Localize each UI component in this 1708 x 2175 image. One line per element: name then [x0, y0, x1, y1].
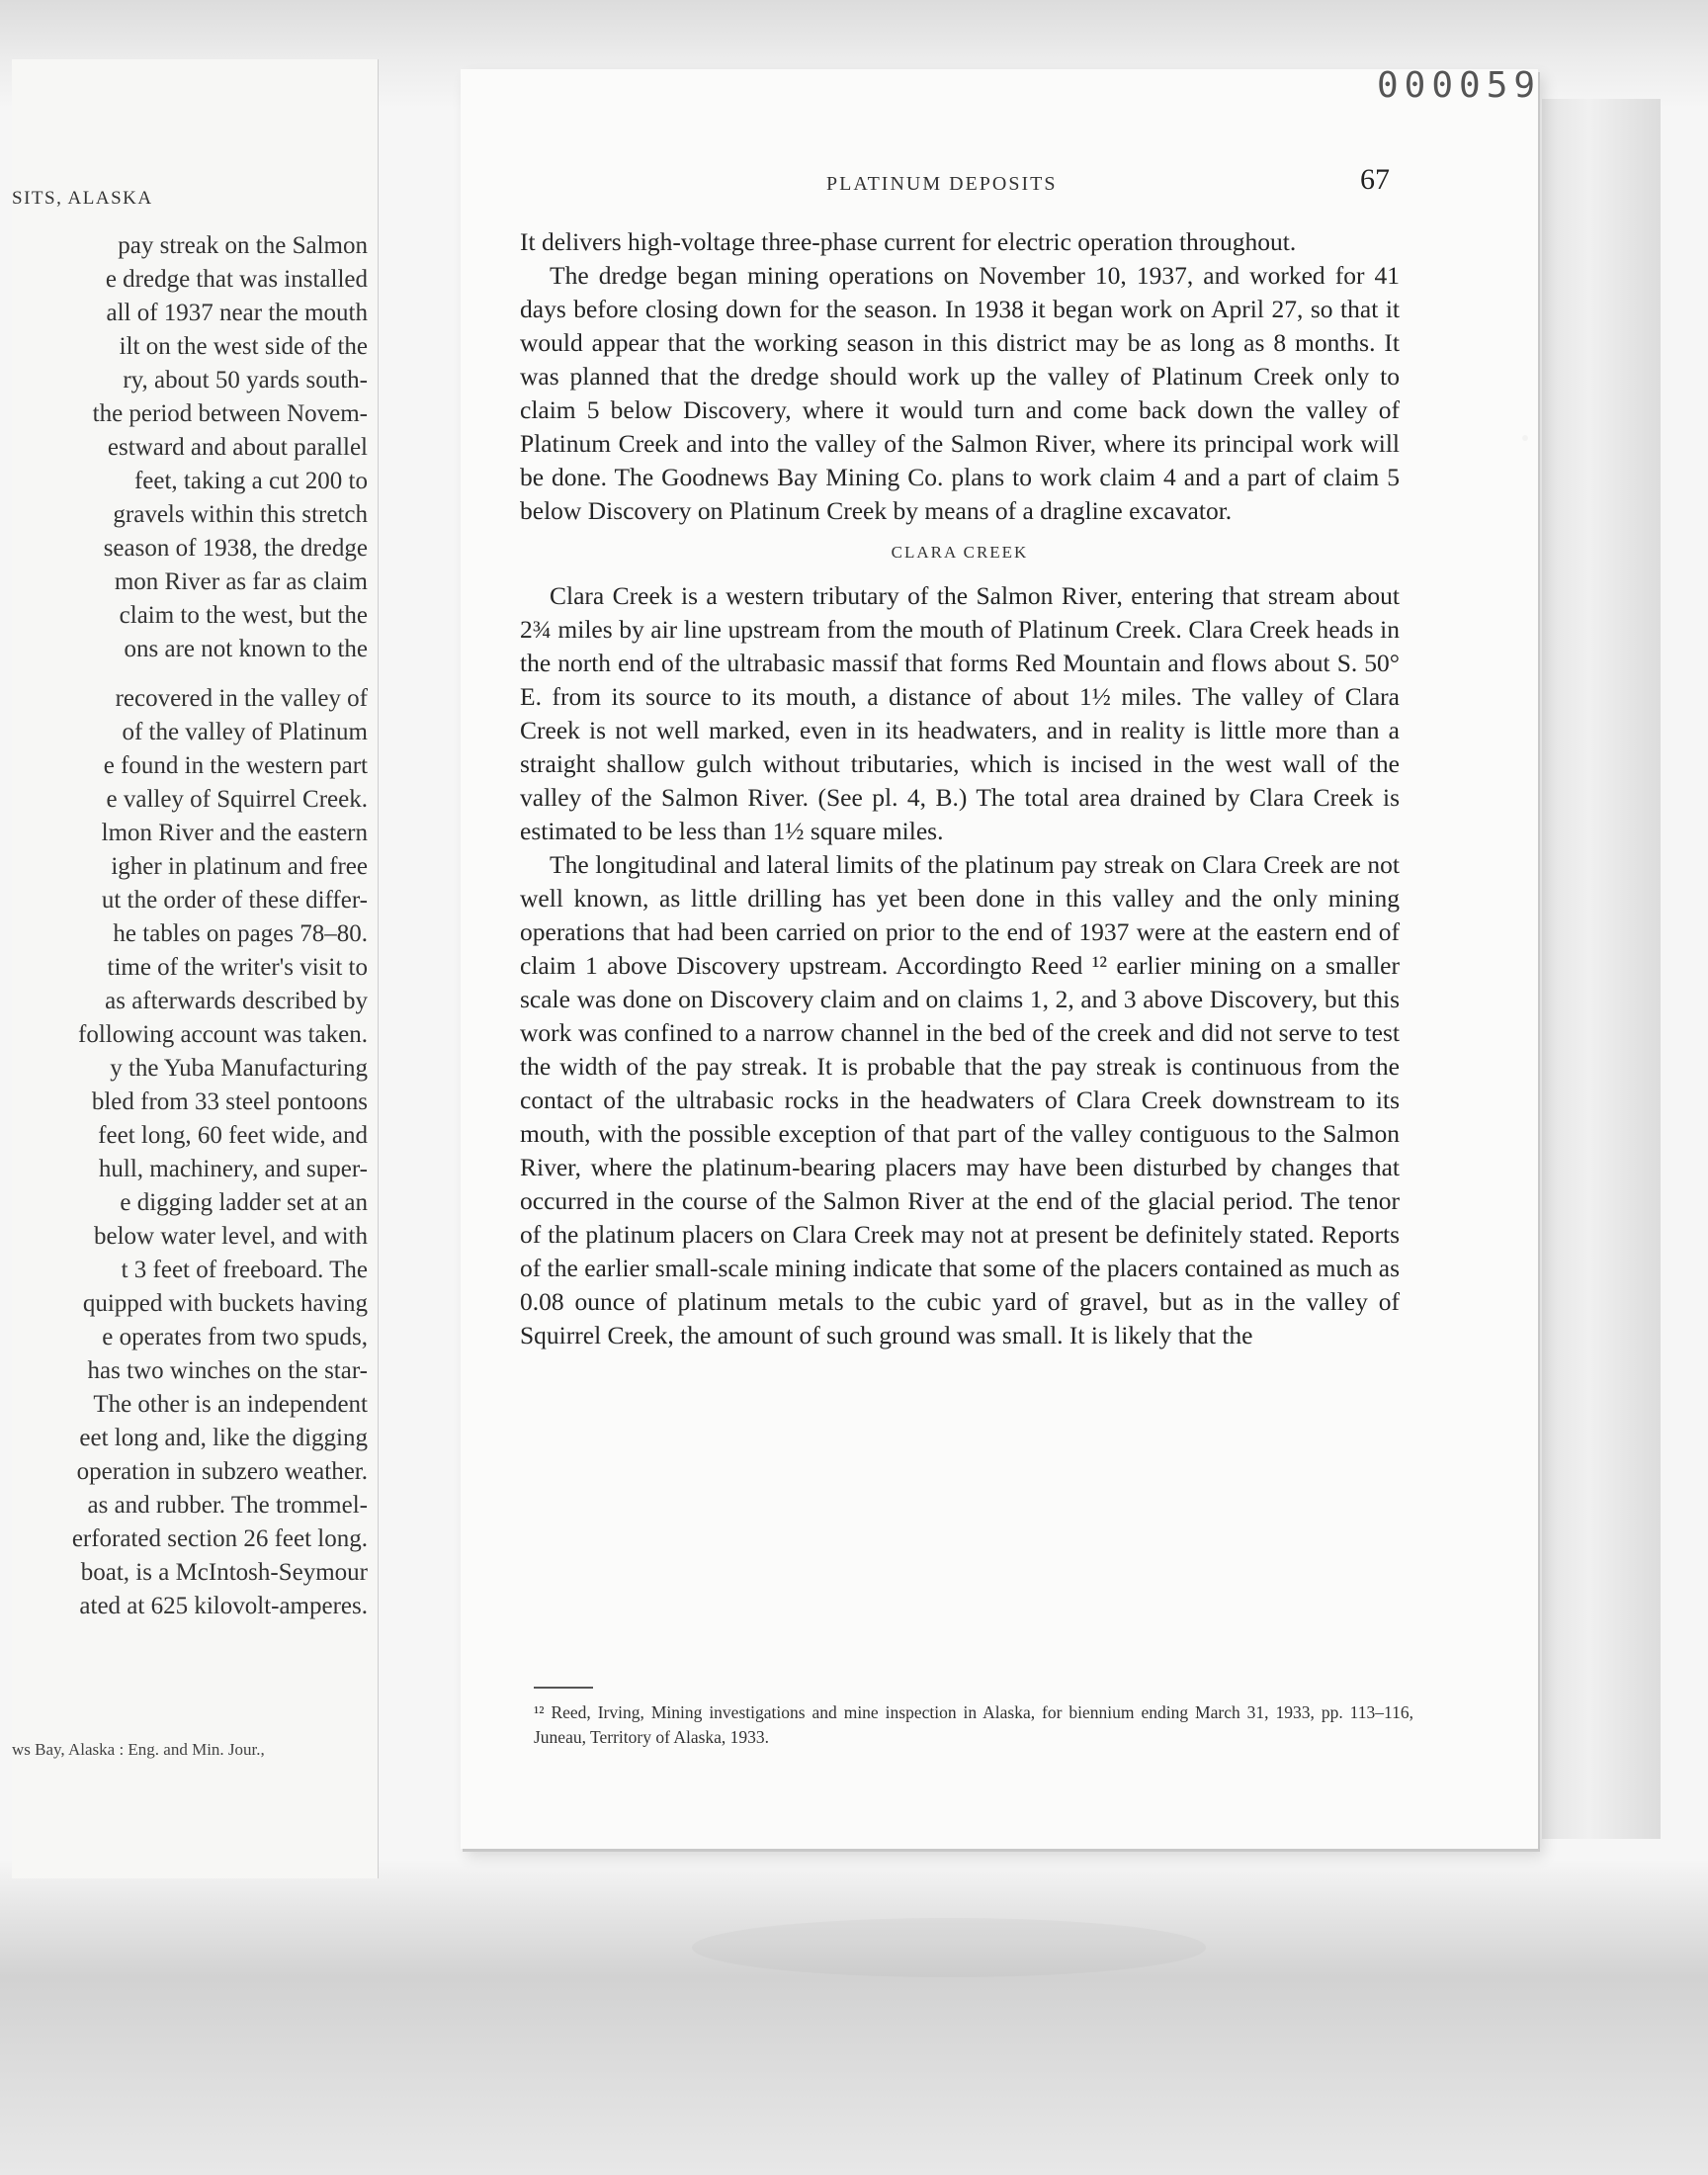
left-page-line: estward and about parallel: [107, 434, 368, 461]
left-page-line: e operates from two spuds,: [102, 1324, 368, 1350]
left-page-gap: [12, 666, 368, 682]
left-page-line: operation in subzero weather.: [76, 1458, 368, 1485]
left-page-line: ry, about 50 yards south-: [123, 367, 368, 393]
left-page-line: ons are not known to the: [124, 636, 368, 662]
left-page-line: as and rubber. The trommel-: [87, 1492, 368, 1519]
running-head: PLATINUM DEPOSITS: [826, 173, 1058, 195]
paragraph: It delivers high-voltage three-phase current for electric operation throughout.: [520, 227, 1297, 256]
left-page-line: ilt on the west side of the: [119, 333, 368, 360]
left-page-line: pay streak on the Salmon: [118, 232, 368, 259]
footnote: ¹² Reed, Irving, Mining investigations and mine inspection in Alaska, for biennium ending March 31, 1933, pp. 113–116, Juneau, Territory of Alaska, 1933.: [534, 1702, 1413, 1747]
paragraph: The dredge began mining operations on November 10, 1937, and worked for 41 days before closing down for the season. In 1938 it began work on April 27, so that it would appear that the working season in this district may be as long as 8 months. It was planned that the dredge should work up the valley of Platinum Creek only to claim 5 below Discovery, where it would turn and come back down the valley of Platinum Creek and into the valley of the Salmon River, where its principal work will be done. The Goodnews Bay Mining Co. plans to work claim 4 and a part of claim 5 below Discovery on Platinum Creek by means of a dragline excavator.: [520, 261, 1400, 525]
left-page-line: eet long and, like the digging: [79, 1425, 368, 1451]
footnote-rule: [534, 1687, 593, 1689]
left-page-line: The other is an independent: [93, 1391, 368, 1418]
left-page-line: feet, taking a cut 200 to: [133, 468, 368, 494]
page-stamp-number: 000059: [1377, 65, 1542, 106]
left-page-text-column: [12, 229, 368, 1623]
left-page-line: recovered in the valley of: [115, 685, 368, 712]
left-page-line: quipped with buckets having: [82, 1290, 368, 1317]
left-page-line: erforated section 26 feet long.: [71, 1525, 368, 1552]
left-page-line: t 3 feet of freeboard. The: [121, 1257, 368, 1283]
left-page-line: feet long, 60 feet wide, and: [98, 1122, 368, 1149]
left-page-line: bled from 33 steel pontoons: [91, 1088, 368, 1115]
page-edge-shadow: [1542, 99, 1661, 1839]
left-page-line: season of 1938, the dredge: [103, 535, 368, 562]
left-page-line: y the Yuba Manufacturing: [110, 1055, 368, 1082]
left-page-line: ut the order of these differ-: [101, 887, 368, 914]
left-page-line: claim to the west, but the: [119, 602, 368, 629]
left-page-line: e found in the western part: [103, 752, 368, 779]
left-page-line: gravels within this stretch: [113, 501, 368, 528]
left-page-line: e digging ladder set at an: [120, 1189, 368, 1216]
left-facing-page: [12, 59, 379, 1878]
paragraph: The longitudinal and lateral limits of the platinum pay streak on Clara Creek are not well known, as little drilling has yet been done in this valley and the only mining operations that had been carried on prior to the end of 1937 were at the eastern end of claim 1 above Discovery upstream. Accordingto Reed ¹² earlier mining on a smaller scale was done on Discovery claim and on claims 1, 2, and 3 above Discovery, but this work was confined to a narrow channel in the bed of the creek and did not serve to test the width of the pay streak. It is probable that the pay streak is continuous from the contact of the ultrabasic rocks in the headwaters of Clara Creek downstream to its mouth, with the possible exception of that part of the valley contiguous to the Salmon River, where the platinum-bearing placers may have been disturbed by changes that occurred in the course of the Salmon River at the end of the glacial period. The tenor of the platinum placers on Clara Creek may not at present be definitely stated. Reports of the earlier small-scale mining indicate that some of the placers contained as much as 0.08 ounce of platinum metals to the cubic yard of gravel, but as in the valley of Squirrel Creek, the amount of such ground was small. It is likely that the: [520, 850, 1400, 1349]
left-page-line: he tables on pages 78–80.: [113, 920, 368, 947]
scan-smudge: [692, 1918, 1206, 1977]
page-number: 67: [1360, 163, 1390, 196]
page-body: [520, 225, 1400, 1352]
left-page-line: boat, is a McIntosh-Seymour: [80, 1559, 368, 1586]
left-page-line: mon River as far as claim: [114, 568, 368, 595]
left-page-line: e dredge that was installed: [105, 266, 368, 293]
left-page-running-head: SITS, ALASKA: [12, 188, 153, 209]
left-page-line: has two winches on the star-: [87, 1357, 368, 1384]
left-page-line: ated at 625 kilovolt-amperes.: [79, 1593, 368, 1619]
left-page-line: e valley of Squirrel Creek.: [106, 786, 368, 813]
left-page-line: all of 1937 near the mouth: [106, 300, 368, 326]
paragraph: Clara Creek is a western tributary of the Salmon River, entering that stream about 2¾ miles by air line upstream from the mouth of Platinum Creek. Clara Creek heads in the north end of the ultrabasic massif that forms Red Mountain and flows about S. 50° E. from its source to its mouth, a distance of about 1½ miles. The valley of Clara Creek is not well marked, even in its headwaters, and in reality is little more than a straight shallow gulch without tributaries, which is incised in the west wall of the valley of the Salmon River. (See pl. 4, B.) The total area drained by Clara Creek is estimated to be less than 1½ square miles.: [520, 581, 1400, 845]
left-page-line: as afterwards described by: [105, 988, 368, 1014]
left-page-line: following account was taken.: [78, 1021, 368, 1048]
left-page-line: hull, machinery, and super-: [98, 1156, 368, 1182]
scan-speck: [1522, 435, 1528, 441]
left-page-line: igher in platinum and free: [111, 853, 368, 880]
left-page-footnote: ws Bay, Alaska : Eng. and Min. Jour.,: [12, 1740, 265, 1759]
left-page-line: time of the writer's visit to: [107, 954, 368, 981]
left-page-line: below water level, and with: [94, 1223, 368, 1250]
left-page-line: of the valley of Platinum: [122, 719, 368, 745]
left-page-line: lmon River and the eastern: [101, 820, 368, 846]
section-heading: CLARA CREEK: [891, 543, 1029, 562]
left-page-line: the period between Novem-: [92, 400, 368, 427]
